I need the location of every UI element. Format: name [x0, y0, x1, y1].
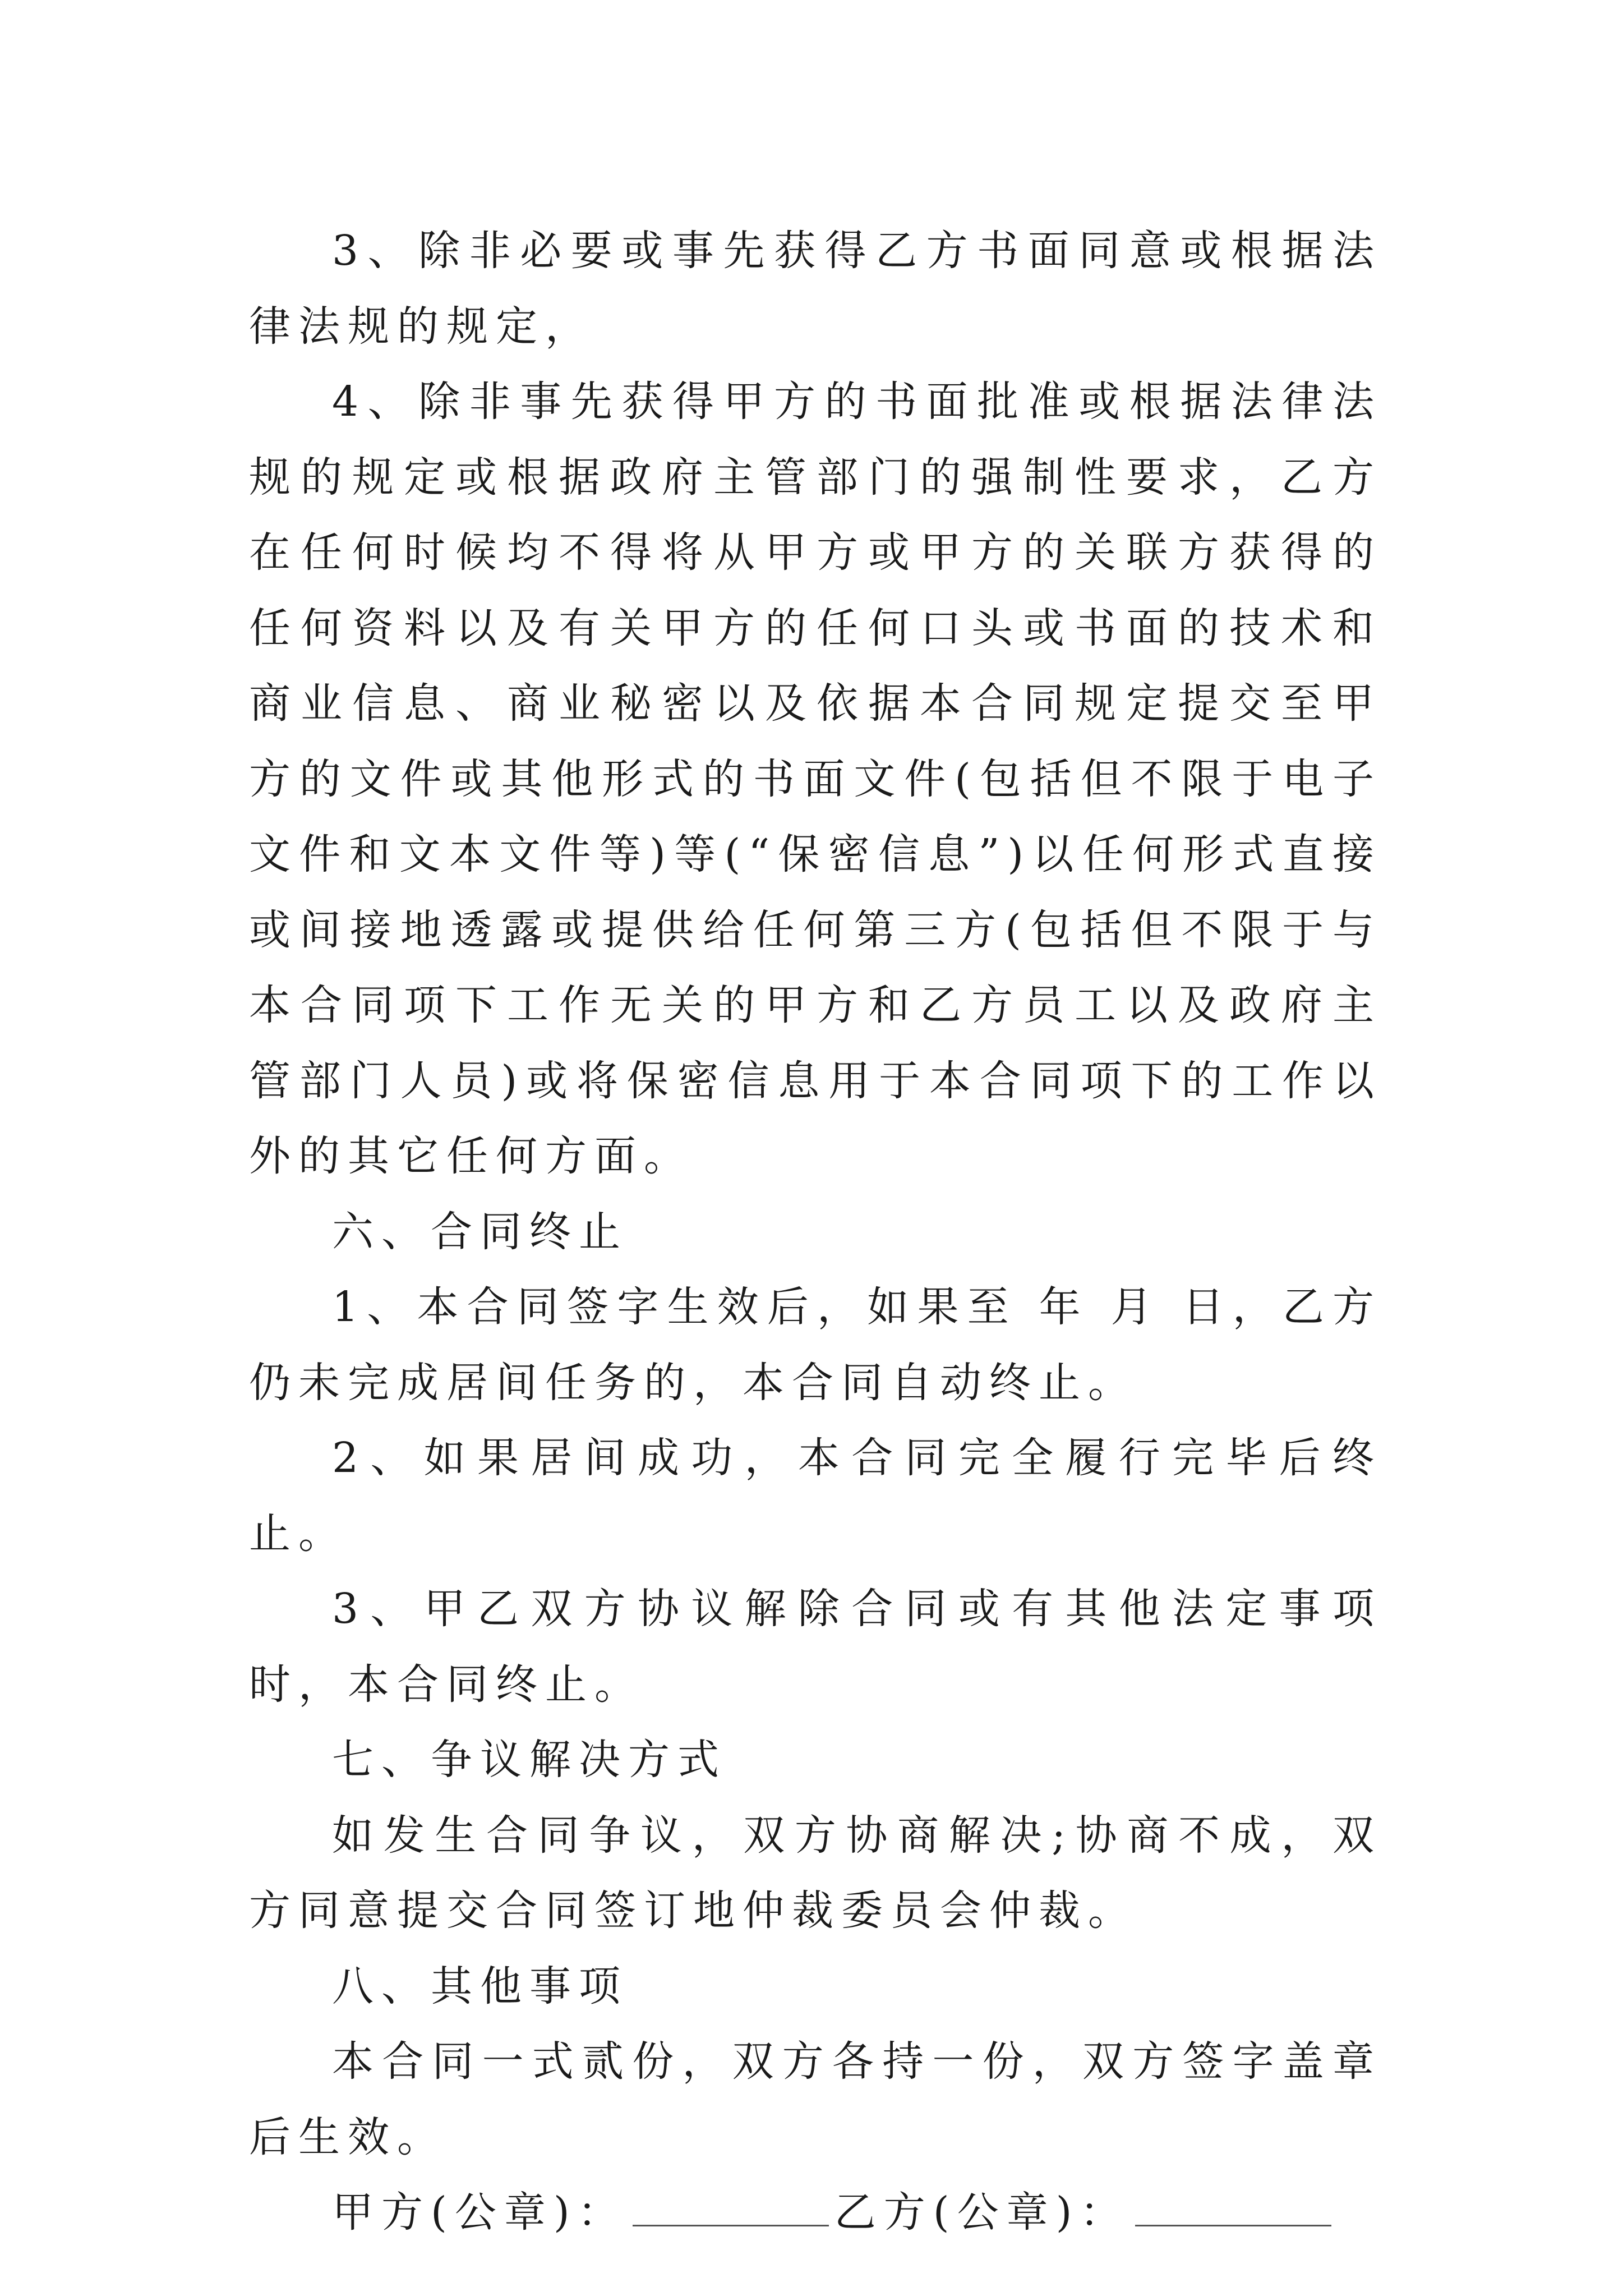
section-heading-other: 八、其他事项 [332, 1962, 628, 2010]
party-b-label: 乙方(公章)： [834, 2188, 1129, 2237]
termination-clause-2: 2、如果居间成功，本合同完全履行完毕后终止。 [249, 1434, 1382, 1558]
clause-4: 4、除非事先获得甲方的书面批准或根据法律法规的规定或根据政府主管部门的强制性要求，乙方在任何时候均不得将从甲方或甲方的关联方获得的任何资料以及有关甲方的任何口头或书面的技术和商业信息、商业秘密以及依据本合同规定提交至甲方的文件或其他形式的书面文件(包括但不限于电子文件和文本文件等)等(“保密信息”)以任何形式直接或间接地透露或提供给任何第三方(包括但不限于与本合同项下工作无关的甲方和乙方员工以及政府主管部门人员)或将保密信息用于本合同项下的工作以外的其它任何方面。 [249, 378, 1382, 1180]
dispute-clause: 如发生合同争议，双方协商解决;协商不成，双方同意提交合同签订地仲裁委员会仲裁。 [249, 1811, 1382, 1935]
party-a-signature-blank [633, 2191, 829, 2226]
party-b-signature-blank [1135, 2191, 1331, 2226]
party-a-label: 甲方(公章)： [332, 2188, 627, 2237]
clause-3: 3、除非必要或事先获得乙方书面同意或根据法律法规的规定， [249, 227, 1382, 351]
termination-clause-1: 1、本合同签字生效后，如果至 年 月 日，乙方仍未完成居间任务的，本合同自动终止。 [249, 1283, 1382, 1407]
signature-line [249, 2175, 1382, 2251]
section-heading-dispute: 七、争议解决方式 [332, 1736, 727, 1784]
termination-clause-3: 3、甲乙双方协议解除合同或有其他法定事项时，本合同终止。 [249, 1585, 1382, 1709]
section-heading-termination: 六、合同终止 [332, 1207, 628, 1256]
document-body [249, 213, 1382, 2251]
other-clause: 本合同一式贰份，双方各持一份，双方签字盖章后生效。 [249, 2037, 1382, 2161]
